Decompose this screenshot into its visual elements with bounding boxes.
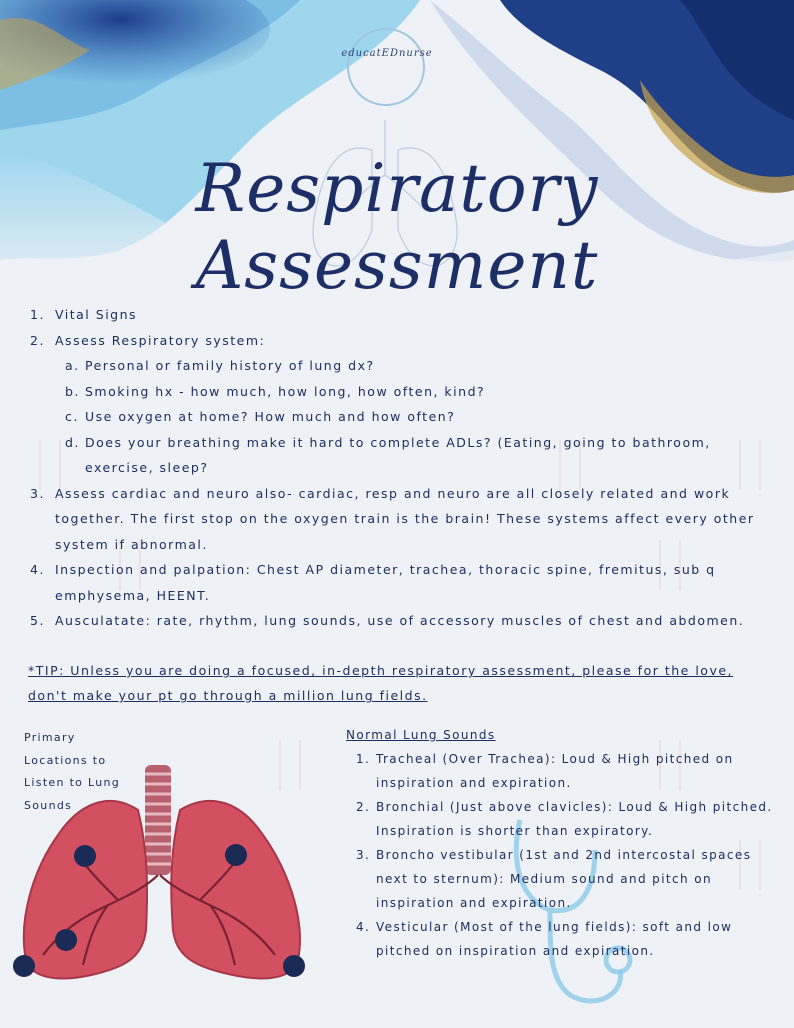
list-item bbox=[30, 430, 775, 481]
item-number: c. bbox=[65, 409, 79, 424]
list-item bbox=[346, 915, 776, 963]
list-item bbox=[346, 795, 776, 843]
item-text: Personal or family history of lung dx? bbox=[85, 358, 375, 373]
trachea-icon bbox=[145, 765, 171, 875]
list-item bbox=[346, 747, 776, 795]
item-number: 3. bbox=[30, 485, 45, 501]
auscultation-point-marker bbox=[13, 955, 35, 977]
list-item bbox=[30, 608, 775, 634]
item-number: 4. bbox=[30, 562, 45, 577]
item-number: 2. bbox=[356, 800, 371, 814]
auscultation-point-marker bbox=[225, 844, 247, 866]
item-text: Vital Signs bbox=[55, 307, 138, 322]
page-title: Respiratory Assessment bbox=[195, 150, 599, 304]
primary-locations-label: Primary Locations to Listen to Lung Sounds bbox=[24, 731, 121, 812]
list-item bbox=[30, 353, 775, 379]
item-text: Does your breathing make it hard to complete ADLs? (Eating, going to bathroom, exercise, sleep? bbox=[85, 434, 711, 475]
item-text: Assess Respiratory system: bbox=[55, 332, 266, 348]
section-heading: Normal Lung Sounds bbox=[346, 728, 496, 742]
item-number: 1. bbox=[356, 752, 371, 766]
item-text: Vesticular (Most of the lung fields): soft and low pitched on inspiration and expiration. bbox=[376, 920, 733, 958]
list-item bbox=[30, 557, 775, 608]
lungs-illustration bbox=[8, 760, 318, 990]
item-text: Ausculatate: rate, rhythm, lung sounds, use of accessory muscles of chest and abdomen. bbox=[55, 613, 745, 628]
auscultation-point-marker bbox=[74, 845, 96, 867]
logo-ring bbox=[347, 28, 425, 106]
list-item bbox=[30, 481, 775, 558]
list-item bbox=[30, 379, 775, 405]
item-number: d. bbox=[65, 434, 80, 450]
right-lung-icon bbox=[171, 801, 300, 979]
list-item bbox=[346, 843, 776, 915]
item-number: 5. bbox=[30, 613, 45, 628]
list-item bbox=[30, 302, 775, 328]
normal-lung-sounds bbox=[346, 723, 776, 963]
item-number: a. bbox=[65, 358, 80, 373]
logo: educatEDnurse bbox=[341, 48, 433, 59]
auscultation-point-marker bbox=[55, 929, 77, 951]
item-text: Assess cardiac and neuro also- cardiac, resp and neuro are all closely related and work together. The first stop on the oxygen train is the brain! These systems affect every other system if abnormal. bbox=[55, 485, 755, 552]
list-item bbox=[30, 328, 775, 354]
auscultation-point-marker bbox=[283, 955, 305, 977]
item-text: Tracheal (Over Trachea): Loud & High pitched on inspiration and expiration. bbox=[376, 752, 734, 790]
item-number: 3. bbox=[356, 848, 371, 862]
item-number: 2. bbox=[30, 332, 45, 348]
item-text: Smoking hx - how much, how long, how often, kind? bbox=[85, 383, 486, 399]
item-number: 4. bbox=[356, 920, 371, 934]
tip-note: *TIP: Unless you are doing a focused, in-depth respiratory assessment, please for the love, don't make your pt go through a million lung fields. bbox=[28, 663, 733, 703]
item-text: Use oxygen at home? How much and how often? bbox=[85, 409, 456, 424]
item-text: Bronchial (Just above clavicles): Loud & High pitched. Inspiration is shorter than expiratory. bbox=[376, 800, 773, 838]
item-text: Inspection and palpation: Chest AP diameter, trachea, thoracic spine, fremitus, sub q emphysema, HEENT. bbox=[55, 562, 716, 603]
assessment-steps bbox=[30, 302, 775, 634]
item-number: b. bbox=[65, 383, 80, 399]
item-number: 1. bbox=[30, 307, 45, 322]
item-text: Broncho vestibular (1st and 2nd intercostal spaces next to sternum): Medium sound and pitch on inspiration and expiration. bbox=[376, 848, 752, 910]
list-item bbox=[30, 404, 775, 430]
